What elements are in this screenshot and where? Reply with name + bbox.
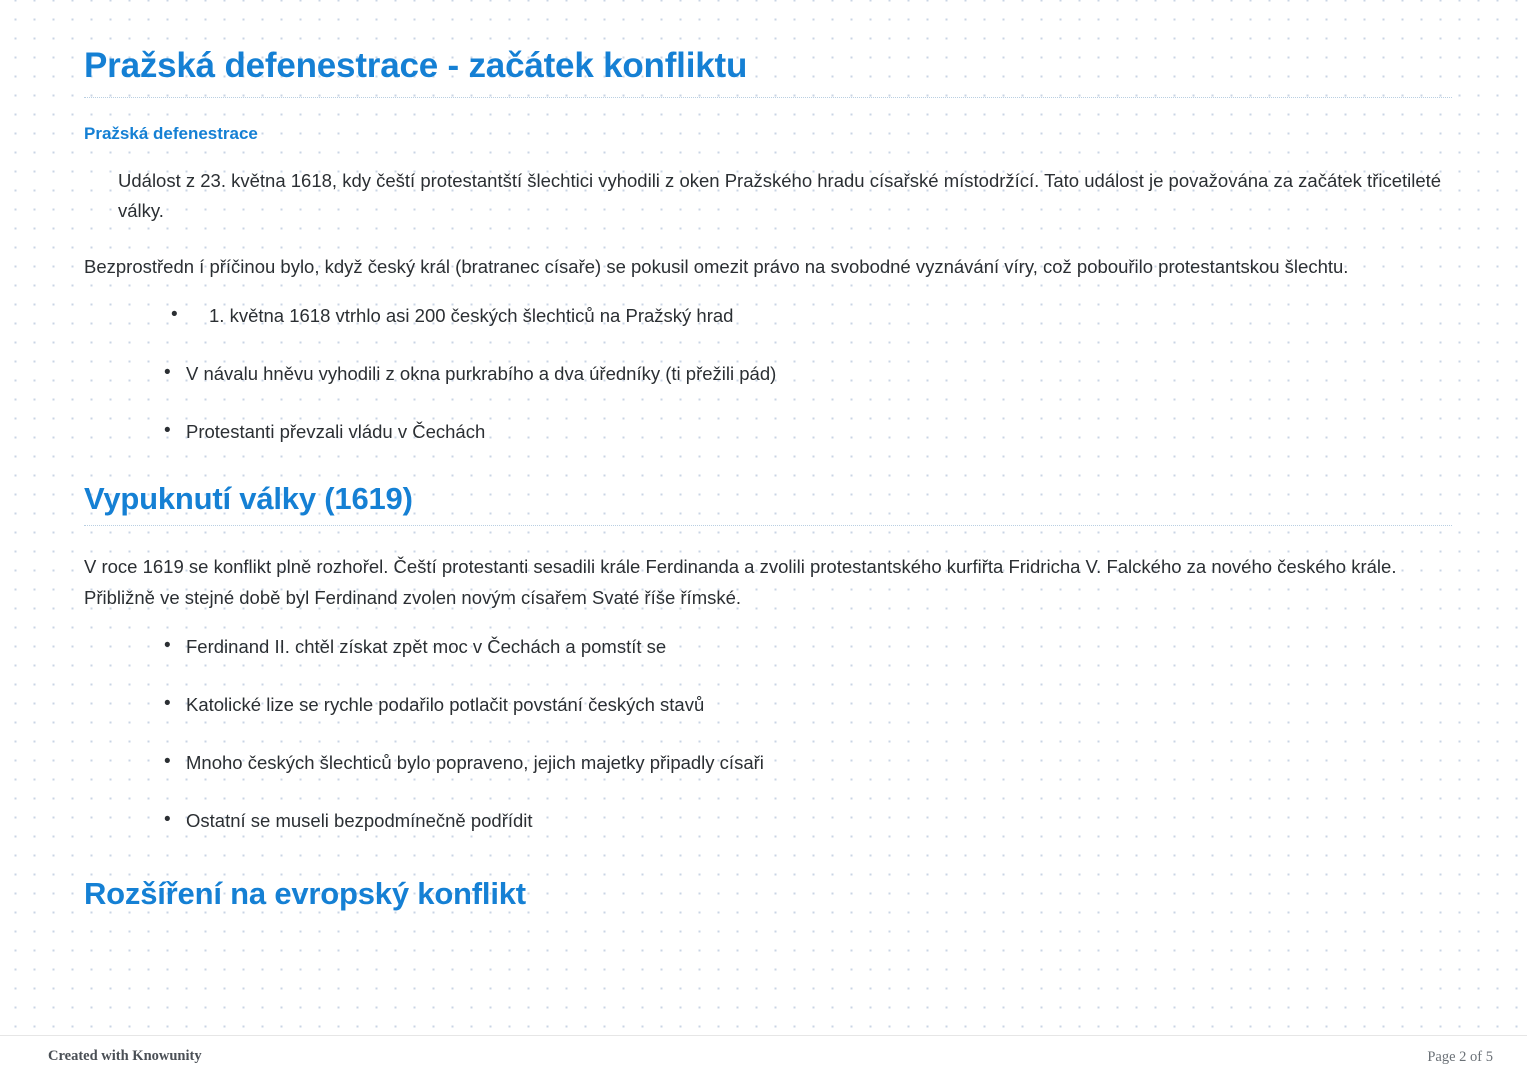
list-item: • Katolické lize se rychle podařilo potlačit povstání českých stavů <box>172 691 1452 719</box>
list-item: • Ferdinand II. chtěl získat zpět moc v Čechách a pomstít se <box>172 633 1452 661</box>
list-item: • 1. května 1618 vtrhlo asi 200 českých šlechticů na Pražský hrad <box>189 302 1452 330</box>
page-footer <box>0 1035 1527 1080</box>
list-item: • Protestanti převzali vládu v Čechách <box>172 418 1452 446</box>
list-item: • V návalu hněvu vyhodili z okna purkrabího a dva úředníky (ti přežili pád) <box>172 360 1452 388</box>
footer-credit: Created with Knowunity <box>48 1048 202 1064</box>
title-divider <box>84 97 1452 98</box>
section-title-vypuknuti-valky: Vypuknutí války (1619) <box>84 481 413 517</box>
paragraph-1: Bezprostředn í příčinou bylo, když český král (bratranec císaře) se pokusil omezit právo na svobodné vyznávání víry, což pobouřilo protestantskou šlechtu. <box>84 255 1349 277</box>
list-item: • Ostatní se museli bezpodmínečně podřídit <box>172 807 1452 835</box>
quote-block: Událost z 23. května 1618, kdy čeští protestantští šlechtici vyhodili z oken Pražského hradu císařské místodržící. Tato událost je považována za začátek třicetileté války. <box>118 169 1442 221</box>
paragraph-2: V roce 1619 se konflikt plně rozhořel. Čeští protestanti sesadili krále Ferdinanda a zvolili protestantského kurfiřta Fridricha V. Falckého za nového českého krále. Přibližně ve stejné době byl Ferdinand zvolen novým císařem Svaté říše římské. <box>84 556 1397 608</box>
list-item: • Mnoho českých šlechticů bylo popraveno, jejich majetky připadly císaři <box>172 749 1452 777</box>
section-divider <box>84 525 1452 526</box>
bullet-list-2 <box>84 633 1452 834</box>
section-title-rozsireni: Rozšíření na evropský konflikt <box>84 876 526 912</box>
page-title: Pražská defenestrace - začátek konfliktu <box>84 46 748 85</box>
footer-page-number: Page 2 of 5 <box>1427 1049 1493 1065</box>
subheading: Pražská defenestrace <box>84 123 258 143</box>
bullet-list-1 <box>84 302 1452 445</box>
document-content <box>84 0 1452 1080</box>
